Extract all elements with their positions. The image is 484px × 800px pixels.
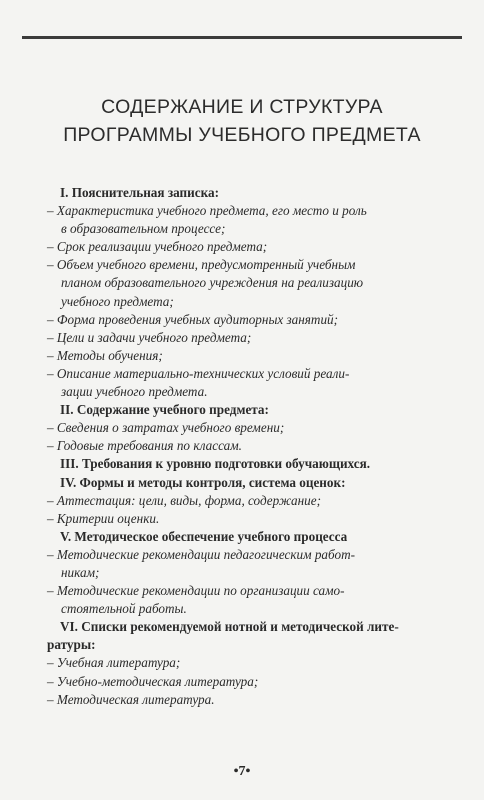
toc-item: – Характеристика учебного предмета, его место и роль xyxy=(47,203,367,219)
toc-item: – Методические рекомендации педагогическим работ- xyxy=(47,546,355,562)
toc-section-heading: II. Содержание учебного предмета: xyxy=(60,402,269,418)
toc-item: – Описание материально-технических условий реали- xyxy=(47,365,350,381)
top-rule xyxy=(22,36,462,39)
toc-item-continued: стоятельной работы. xyxy=(61,601,187,617)
toc-item: – Учебно-методическая литература; xyxy=(47,673,259,689)
toc-item: – Методические рекомендации по организации само- xyxy=(47,583,345,599)
toc-item-continued: планом образовательного учреждения на реализацию xyxy=(61,275,364,291)
page-title xyxy=(0,93,484,149)
toc-section-heading: I. Пояснительная записка: xyxy=(60,185,219,200)
toc-item-continued: в образовательном процессе; xyxy=(61,221,226,237)
toc-item: – Объем учебного времени, предусмотренный учебным xyxy=(47,257,356,273)
toc-item: – Годовые требования по классам. xyxy=(47,438,242,454)
toc-item: – Аттестация: цели, виды, форма, содержание; xyxy=(47,492,321,508)
toc-item: – Методы обучения; xyxy=(47,347,163,363)
table-of-contents xyxy=(47,184,456,709)
page-number: •7• xyxy=(233,764,251,779)
toc-item: – Цели и задачи учебного предмета; xyxy=(47,329,252,345)
toc-item: – Форма проведения учебных аудиторных занятий; xyxy=(47,311,339,327)
toc-item: – Методическая литература. xyxy=(47,691,215,707)
toc-item-continued: никам; xyxy=(61,564,100,580)
toc-section-heading: VI. Списки рекомендуемой нотной и методической лите- xyxy=(60,619,399,635)
title-line-1: СОДЕРЖАНИЕ И СТРУКТУРА xyxy=(101,96,383,118)
toc-item: – Критерии оценки. xyxy=(47,510,160,526)
toc-item: – Сведения о затратах учебного времени; xyxy=(47,420,285,436)
toc-item-continued: учебного предмета; xyxy=(61,293,174,309)
toc-section-heading: IV. Формы и методы контроля, система оценок: xyxy=(60,474,346,490)
toc-item-continued: зации учебного предмета. xyxy=(61,384,208,400)
toc-section-heading: V. Методическое обеспечение учебного процесса xyxy=(60,528,348,544)
toc-section-heading: III. Требования к уровню подготовки обучающихся. xyxy=(60,456,371,472)
toc-section-heading-continued: ратуры: xyxy=(47,637,96,653)
toc-item: – Срок реализации учебного предмета; xyxy=(47,239,268,255)
title-line-2: ПРОГРАММЫ УЧЕБНОГО ПРЕДМЕТА xyxy=(63,124,421,146)
toc-item: – Учебная литература; xyxy=(47,655,181,671)
